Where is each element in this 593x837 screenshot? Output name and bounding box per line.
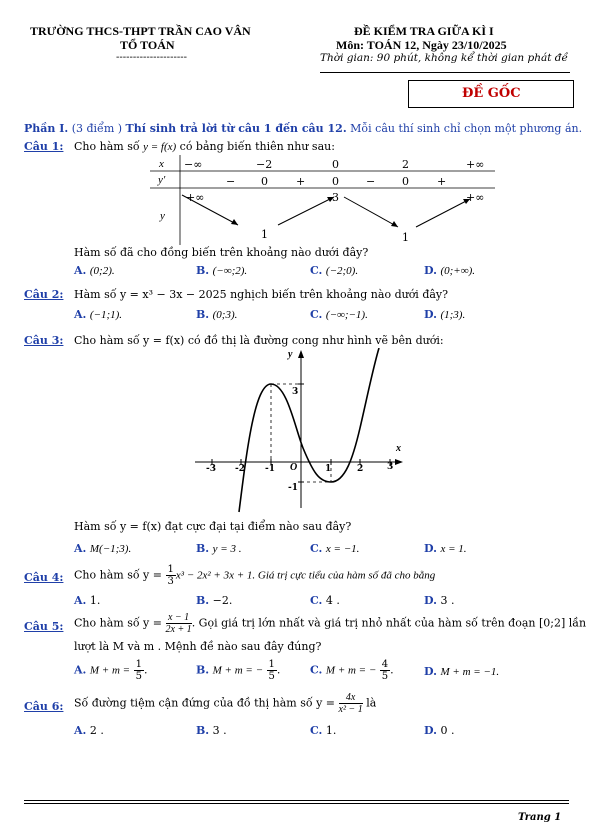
function-graph (195, 348, 410, 513)
fraction-numerator: 4 (381, 659, 389, 670)
option-letter: C. (310, 724, 323, 737)
q5-option-b[interactable] (196, 659, 280, 682)
q3-stem: Cho hàm số y = f(x) có đồ thị là đường cong như hình vẽ bên dưới: (74, 334, 444, 347)
q6-option-d[interactable] (424, 724, 454, 737)
q4-fraction (166, 564, 176, 587)
option-letter: A. (74, 542, 87, 555)
option-letter: A. (74, 264, 87, 277)
vt-x-value: −2 (256, 158, 273, 171)
option-text: (1;3). (440, 309, 466, 321)
q6-option-c[interactable] (310, 724, 336, 737)
vt-y-label: y (160, 210, 165, 222)
option-letter: B. (196, 724, 210, 737)
fraction-numerator: 1 (135, 659, 142, 670)
option-text: x = 1. (440, 543, 467, 555)
q6-stem (74, 692, 376, 715)
vt-y-value: 1 (402, 231, 409, 244)
option-letter: D. (424, 308, 437, 321)
vt-sign: + (437, 175, 447, 188)
q5-stem-post: . Gọi giá trị lớn nhất và giá trị nhỏ nhất của hàm số trên đoạn [0;2] lần (191, 616, 587, 630)
department-name: TỔ TOÁN (120, 38, 175, 52)
option-text: (−∞;−1). (325, 309, 368, 321)
option-letter: C. (310, 663, 323, 677)
option-text: 3 . (440, 594, 455, 607)
option-text: 1. (325, 724, 337, 737)
q2-label: Câu 2: (24, 288, 64, 301)
q6-stem-post: là (366, 696, 377, 710)
fraction-denominator: 2x + 1 (165, 624, 192, 635)
option-text: y = 3 . (212, 543, 242, 555)
option-text: (0;+∞). (440, 265, 475, 277)
q1-option-c[interactable] (310, 264, 358, 277)
fraction-numerator: 1 (268, 659, 275, 670)
q1-stem-pre: Cho hàm số (74, 140, 140, 153)
option-letter: C. (310, 308, 323, 321)
option-text: 3 . (212, 724, 227, 737)
part1-note: Mỗi câu thí sinh chỉ chọn một phương án. (350, 122, 583, 135)
q2-option-c[interactable] (310, 308, 368, 321)
q4-option-d[interactable] (424, 594, 454, 607)
exam-code-text: ĐỀ GỐC (462, 86, 521, 101)
option-text: M + m = − (325, 664, 377, 677)
header-dash: --------------------- (116, 52, 187, 63)
q1-option-d[interactable] (424, 264, 475, 277)
fraction-numerator: x − 1 (166, 612, 192, 624)
vt-sign: 0 (402, 175, 409, 188)
exam-title: ĐỀ KIỂM TRA GIỮA KÌ I (354, 24, 494, 38)
q4-option-c[interactable] (310, 594, 340, 607)
q4-option-a[interactable] (74, 594, 100, 607)
vt-sign: − (366, 175, 376, 188)
option-text: 2 . (89, 724, 104, 737)
option-text: 4 . (325, 594, 340, 607)
graph-x-tick-label: -1 (265, 464, 275, 474)
vt-x-label: x (159, 158, 164, 170)
vt-sign: − (226, 175, 236, 188)
option-letter: C. (310, 264, 323, 277)
q2-stem: Hàm số y = x³ − 3x − 2025 nghịch biến trên khoảng nào dưới đây? (74, 288, 449, 301)
q3-question: Hàm số y = f(x) đạt cực đại tại điểm nào sau đây? (74, 520, 352, 533)
graph-curve (239, 348, 379, 512)
q1-label: Câu 1: (24, 140, 64, 153)
option-text: −2. (212, 594, 233, 607)
option-fraction (380, 659, 390, 682)
q1-option-b[interactable] (196, 264, 247, 277)
q5-option-d[interactable] (424, 665, 499, 678)
option-fraction (134, 659, 144, 682)
footer-rule (24, 800, 569, 801)
vt-sign: + (296, 175, 306, 188)
graph-x-tick-label: 1 (325, 464, 332, 474)
q6-label: Câu 6: (24, 700, 64, 713)
option-letter: B. (196, 308, 210, 321)
q6-option-a[interactable] (74, 724, 104, 737)
q2-option-d[interactable] (424, 308, 465, 321)
option-letter: A. (74, 594, 87, 607)
exam-time: Thời gian: 90 phút, không kể thời gian phát đề (320, 52, 568, 64)
q4-option-b[interactable] (196, 594, 232, 607)
option-text: 0 . (440, 724, 455, 737)
vt-y-value: 1 (261, 228, 268, 241)
option-letter: D. (424, 542, 437, 555)
q3-option-b[interactable] (196, 542, 241, 555)
option-letter: D. (424, 264, 437, 277)
option-text: (−1;1). (89, 309, 123, 321)
fraction-denominator: x² − 1 (338, 704, 363, 715)
vt-sign: 0 (332, 175, 339, 188)
y-axis-arrow (298, 350, 304, 358)
vt-x-value: 2 (402, 158, 409, 171)
option-text: M + m = (89, 664, 131, 677)
q3-option-d[interactable] (424, 542, 467, 555)
vt-x-value: 0 (332, 158, 339, 171)
option-text-end: . (276, 663, 281, 677)
option-text: (0;2). (89, 265, 115, 277)
fraction-numerator: 4x (339, 692, 363, 704)
q3-option-a[interactable] (74, 542, 131, 555)
option-letter: D. (424, 665, 437, 678)
exam-subject: Môn: TOÁN 12, Ngày 23/10/2025 (336, 38, 507, 52)
q6-fraction (339, 692, 363, 715)
footer-rule-2 (24, 803, 569, 804)
q1-option-a[interactable] (74, 264, 115, 277)
option-letter: A. (74, 308, 87, 321)
graph-x-axis-label: x (396, 443, 401, 454)
q6-stem-pre: Số đường tiệm cận đứng của đồ thị hàm số y = (74, 696, 336, 710)
q1-fx: y = f(x) (143, 141, 177, 153)
fraction-denominator: 5 (135, 671, 142, 682)
q5-stem (74, 612, 586, 635)
q5-option-c[interactable] (310, 659, 394, 682)
q5-fraction (166, 612, 192, 635)
q4-stem-pre: Cho hàm số y = (74, 568, 162, 582)
option-letter: C. (310, 542, 323, 555)
q3-label: Câu 3: (24, 334, 64, 347)
graph-y-tick-label: 3 (292, 387, 299, 397)
graph-x-tick-label: 2 (357, 464, 364, 474)
part1-instruction: Thí sinh trả lời từ câu 1 đến câu 12. (125, 122, 347, 135)
option-letter: B. (196, 594, 210, 607)
vt-sign: 0 (261, 175, 268, 188)
option-letter: D. (424, 594, 437, 607)
header-rule (320, 72, 570, 73)
option-text: (0;3). (212, 309, 238, 321)
graph-origin-label: O (290, 462, 298, 473)
option-text: M + m = −1. (440, 666, 500, 678)
option-text-end: . (143, 663, 148, 677)
option-fraction (267, 659, 277, 682)
option-text: (−∞;2). (212, 265, 248, 277)
option-letter: D. (424, 724, 437, 737)
fraction-denominator: 5 (268, 671, 275, 682)
q5-stem-pre: Cho hàm số y = (74, 616, 162, 630)
option-letter: C. (310, 594, 323, 607)
q1-stem (74, 140, 335, 153)
vt-y-value: +∞ (186, 191, 205, 204)
q2-option-a[interactable] (74, 308, 122, 321)
school-name: TRƯỜNG THCS-THPT TRẦN CAO VÂN (30, 24, 251, 38)
q1-question: Hàm số đã cho đồng biến trên khoảng nào dưới đây? (74, 246, 369, 259)
option-letter: B. (196, 264, 210, 277)
graph-x-tick-label: -2 (235, 464, 245, 474)
q3-option-c[interactable] (310, 542, 359, 555)
q5-option-a[interactable] (74, 659, 147, 682)
fraction-denominator: 3 (167, 576, 174, 587)
option-text: (−2;0). (325, 265, 359, 277)
vt-yprime-label: y′ (158, 174, 166, 186)
q5-stem-line2: lượt là M và m . Mệnh đề nào sau đây đúng? (74, 640, 322, 653)
q4-stem-post: x³ − 2x² + 3x + 1. Giá trị cực tiểu của hàm số đã cho bằng (175, 569, 436, 582)
part1-title: Phần I. (24, 122, 69, 135)
vt-y-value: 3 (332, 191, 339, 204)
option-text: M + m = − (212, 664, 264, 677)
option-letter: A. (74, 724, 87, 737)
x-axis-arrow (395, 459, 403, 465)
part1-heading (24, 122, 582, 135)
option-letter: B. (196, 663, 210, 677)
graph-y-axis-label: y (288, 349, 293, 360)
vt-x-value: −∞ (184, 158, 203, 171)
q5-label: Câu 5: (24, 620, 64, 633)
graph-y-tick-label: -1 (288, 483, 298, 493)
vt-y-value: +∞ (466, 191, 485, 204)
vt-x-value: +∞ (466, 158, 485, 171)
option-text-end: . (390, 663, 394, 677)
part1-points: (3 điểm ) (71, 122, 123, 135)
q4-label: Câu 4: (24, 571, 64, 584)
option-text: M(−1;3). (89, 543, 132, 555)
option-text: 1. (89, 594, 101, 607)
option-letter: B. (196, 542, 210, 555)
option-text: x = −1. (325, 543, 360, 555)
q2-option-b[interactable] (196, 308, 237, 321)
option-letter: A. (74, 663, 87, 677)
fraction-denominator: 5 (381, 671, 389, 682)
q1-stem-post: có bảng biến thiên như sau: (179, 140, 335, 153)
graph-x-tick-label: 3 (387, 462, 394, 472)
graph-x-tick-label: -3 (206, 464, 216, 474)
q4-stem (74, 564, 435, 587)
page-number: Trang 1 (518, 812, 562, 823)
q6-option-b[interactable] (196, 724, 227, 737)
fraction-numerator: 1 (167, 564, 174, 575)
